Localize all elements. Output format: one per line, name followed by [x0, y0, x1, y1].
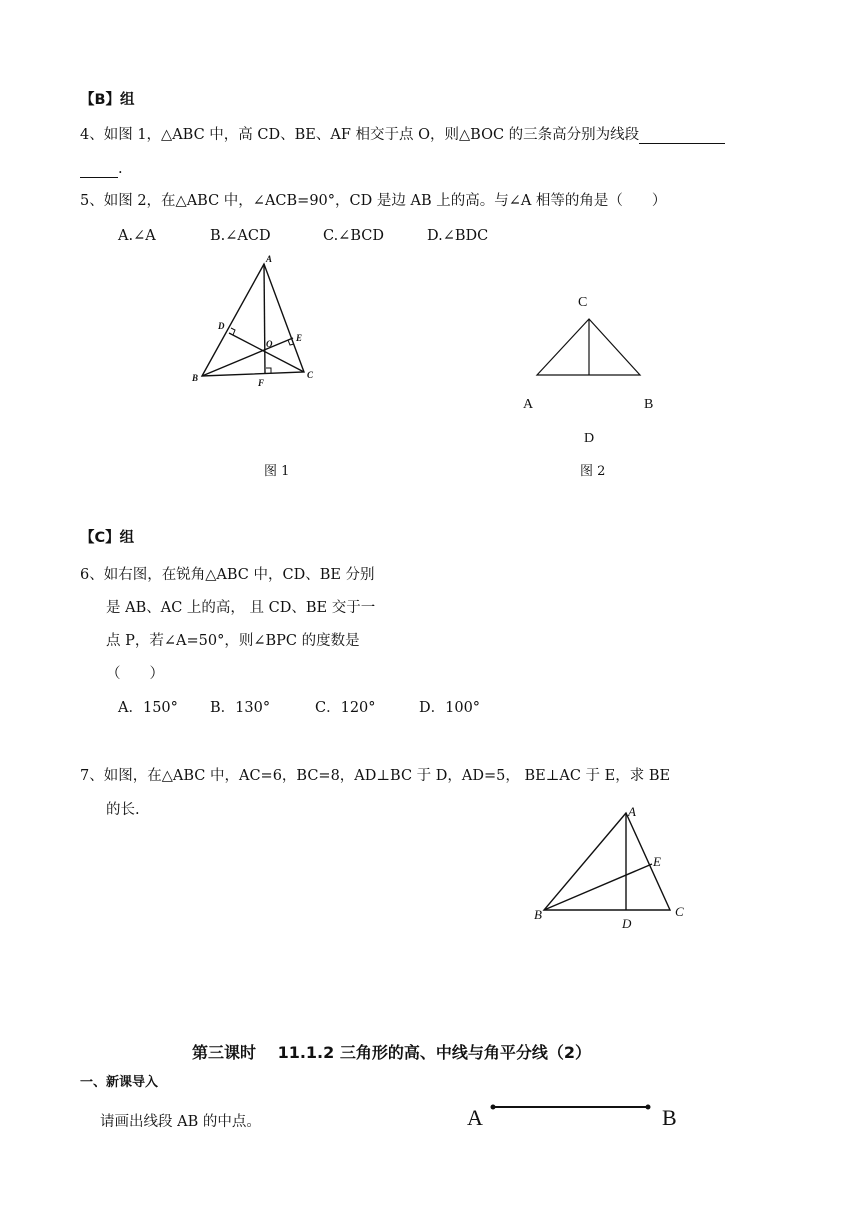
- group-c-heading: 【C】组: [80, 530, 135, 546]
- fig3-label-a: A: [628, 804, 636, 819]
- segment-label-b: B: [662, 1105, 677, 1130]
- endpoint-a: [491, 1105, 496, 1110]
- fig1-label-o: O: [266, 339, 273, 349]
- fig1-label-d: D: [218, 321, 225, 331]
- right-angle-mark-f: [266, 368, 271, 373]
- question-5-option-b: B.∠ACD: [210, 228, 271, 244]
- fig3-label-b: B: [534, 907, 542, 922]
- question-6-line-2: 是 AB、AC 上的高， 且 CD、BE 交于一: [106, 600, 376, 616]
- question-5-option-c: C.∠BCD: [323, 228, 384, 244]
- question-5: 5、如图 2，在△ABC 中，∠ACB=90°，CD 是边 AB 上的高。与∠A 相等的角是（ ）: [80, 193, 667, 209]
- fig3-label-e: E: [653, 854, 661, 869]
- fig1-label-c: C: [307, 370, 314, 380]
- question-4-text: 4、如图 1，△ABC 中，高 CD、BE、AF 相交于点 O，则△BOC 的三条高分别为线段: [80, 127, 640, 143]
- question-7-line-2: 的长.: [106, 802, 140, 818]
- altitude-be: [202, 338, 293, 376]
- altitude-af: [264, 264, 265, 374]
- segment-label-a: A: [467, 1105, 483, 1130]
- lesson-title: 第三课时 11.1.2 三角形的高、中线与角平分线（2）: [192, 1043, 591, 1062]
- question-4-tail: .: [118, 161, 123, 177]
- figure-2-caption: 图 2: [580, 464, 606, 479]
- question-6-option-a: A．150°: [118, 700, 178, 716]
- figure-1: [190, 252, 340, 392]
- question-6-line-1: 6、如右图，在锐角△ABC 中，CD、BE 分别: [80, 567, 375, 583]
- figure-2: [520, 292, 660, 446]
- question-5-option-a: A.∠A: [118, 228, 156, 244]
- question-6-line-4: （ ）: [106, 666, 164, 682]
- question-5-option-d: D.∠BDC: [427, 228, 489, 244]
- question-4: [80, 126, 725, 144]
- fig3-label-c: C: [675, 904, 684, 919]
- segment-ab: [460, 1096, 690, 1136]
- fig1-label-b: B: [192, 373, 199, 383]
- fig2-label-d: D: [584, 431, 595, 446]
- fig1-label-f: F: [258, 378, 265, 388]
- question-4-continued: [80, 160, 123, 178]
- question-6-option-d: D．100°: [419, 700, 481, 716]
- question-7-line-1: 7、如图，在△ABC 中，AC=6，BC=8，AD⊥BC 于 D，AD=5， BE⊥AC 于 E，求 BE: [80, 768, 671, 784]
- group-b-heading: 【B】组: [80, 92, 135, 108]
- task-text: 请画出线段 AB 的中点。: [100, 1114, 261, 1130]
- fig2-label-c: C: [578, 295, 588, 310]
- question-6-option-c: C．120°: [315, 700, 376, 716]
- fig3-label-d: D: [622, 916, 632, 931]
- answer-blank-continued[interactable]: [80, 163, 118, 178]
- answer-blank[interactable]: [639, 129, 725, 144]
- question-6-option-b: B．130°: [210, 700, 271, 716]
- section-new-lesson: 一、新课导入: [80, 1075, 159, 1090]
- triangle-abc-3: [544, 813, 670, 910]
- question-6-line-3: 点 P，若∠A=50°，则∠BPC 的度数是: [106, 633, 360, 649]
- altitude-be-3: [544, 864, 652, 910]
- fig2-label-b: B: [644, 397, 654, 412]
- fig1-label-e: E: [296, 333, 303, 343]
- fig2-label-a: A: [523, 397, 534, 412]
- figure-1-caption: 图 1: [264, 464, 290, 479]
- figure-3: [528, 802, 698, 932]
- fig1-label-a: A: [266, 254, 273, 264]
- triangle-abc: [202, 264, 304, 376]
- endpoint-b: [646, 1105, 651, 1110]
